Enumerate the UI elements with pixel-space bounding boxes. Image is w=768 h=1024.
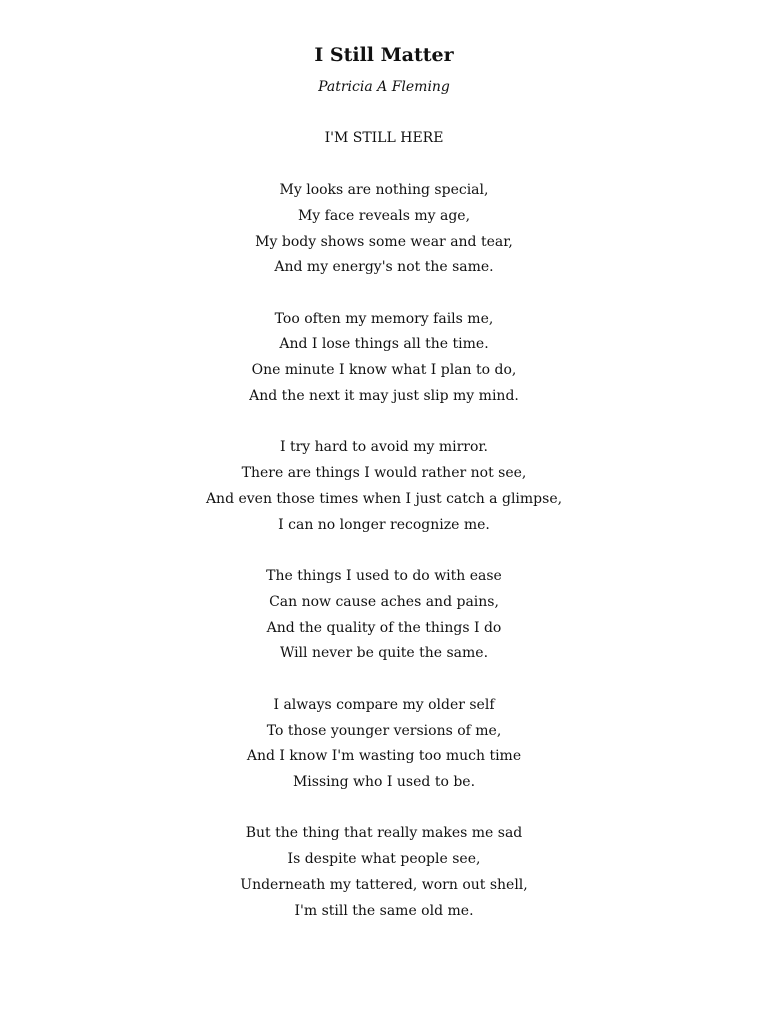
poem-line: Is despite what people see,	[287, 851, 481, 868]
poem-line: And the next it may just slip my mind.	[249, 388, 519, 405]
poem-line: And the quality of the things I do	[266, 619, 502, 636]
poem-line: I always compare my older self	[273, 696, 495, 713]
stanza	[0, 307, 768, 410]
poem-line: I'm still the same old me.	[294, 902, 474, 919]
poem-line: And even those times when I just catch a glimpse,	[205, 490, 563, 507]
poem-line: There are things I would rather not see,	[241, 465, 527, 482]
poem-heading: I'M STILL HERE	[324, 130, 444, 146]
poem-line: The things I used to do with ease	[266, 568, 502, 585]
poem-line: But the thing that really makes me sad	[245, 825, 523, 842]
poem-title: I Still Matter	[314, 44, 454, 66]
poem-line: Too often my memory fails me,	[274, 310, 494, 327]
poem-line: To those younger versions of me,	[266, 722, 502, 739]
poem-line: My looks are nothing special,	[279, 182, 489, 198]
poem-body	[0, 178, 768, 950]
poem-line: Missing who I used to be.	[292, 774, 476, 791]
poem-line: Will never be quite the same.	[279, 645, 489, 662]
poem-line: Underneath my tattered, worn out shell,	[240, 877, 528, 894]
poem-line: And my energy's not the same.	[274, 259, 494, 276]
poem-line: One minute I know what I plan to do,	[251, 362, 517, 379]
poem-line: My body shows some wear and tear,	[255, 233, 513, 250]
poem-line: And I know I'm wasting too much time	[246, 748, 522, 765]
stanza	[0, 435, 768, 538]
stanza	[0, 178, 768, 281]
poem-author: Patricia A Fleming	[318, 79, 450, 95]
poem-line: My face reveals my age,	[297, 207, 471, 224]
poem-line: Can now cause aches and pains,	[269, 593, 499, 610]
poem-line: I try hard to avoid my mirror.	[279, 439, 488, 456]
poem-line: And I lose things all the time.	[279, 336, 489, 353]
stanza	[0, 693, 768, 796]
poem-line: I can no longer recognize me.	[278, 516, 490, 533]
stanza	[0, 564, 768, 667]
stanza	[0, 821, 768, 924]
